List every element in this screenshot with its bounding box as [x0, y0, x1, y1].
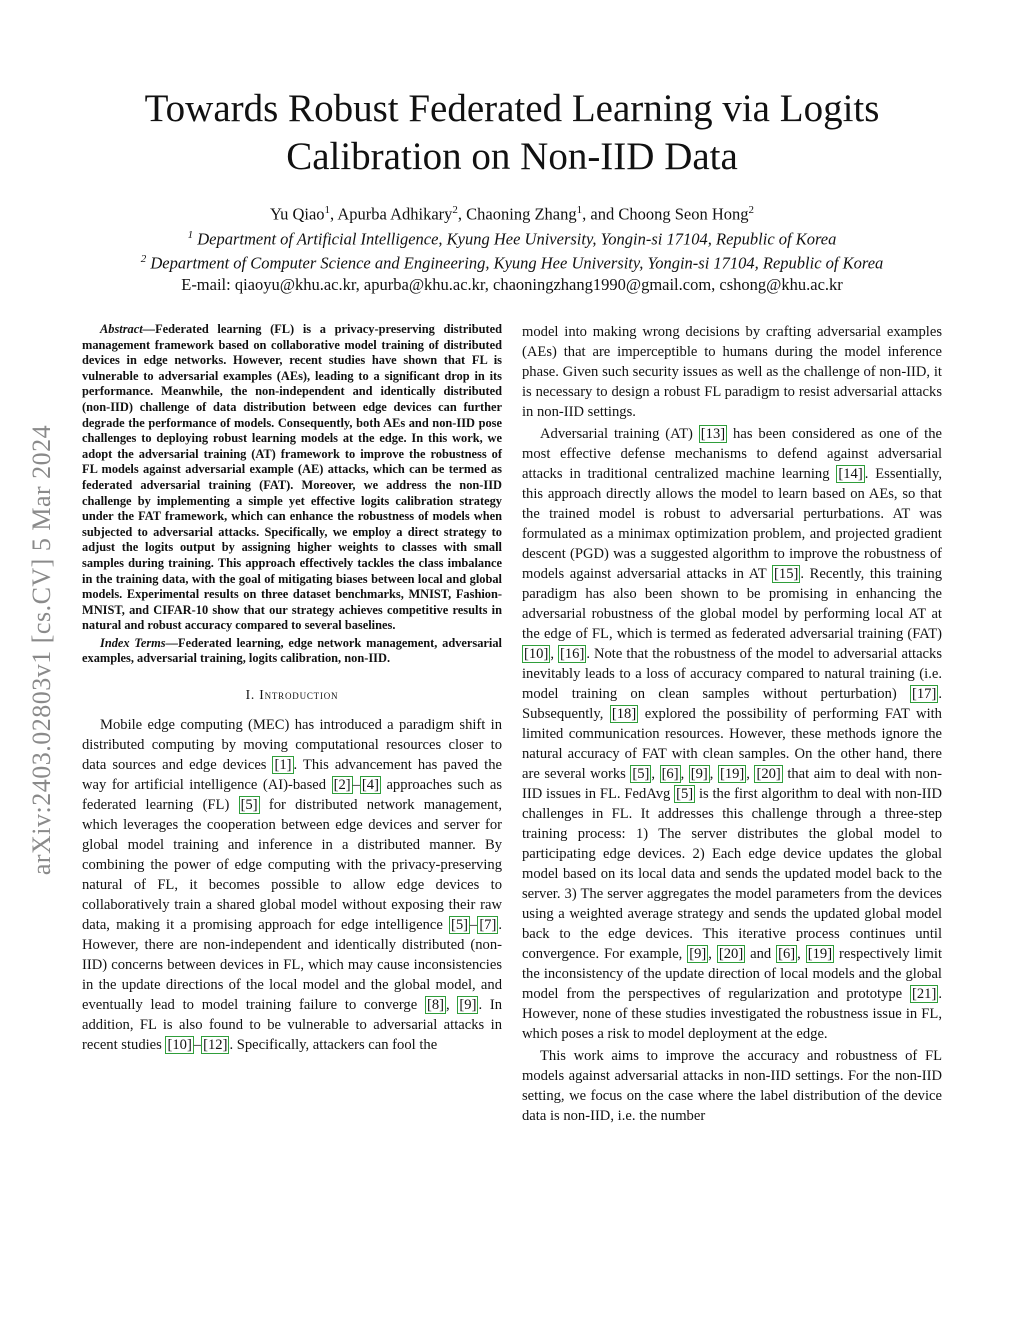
citation-link[interactable]: [10]	[524, 646, 549, 662]
affiliation-text: Department of Computer Science and Engineering, Kyung Hee University, Yongin-si 17104, Republic of Korea	[150, 253, 884, 273]
citation-link[interactable]: [18]	[611, 706, 637, 722]
affiliation-text: Department of Artificial Intelligence, Kyung Hee University, Yongin-si 17104, Republic of Korea	[197, 229, 837, 248]
affiliation-1	[82, 225, 942, 250]
author-name: Yu Qiao	[270, 204, 325, 224]
citation-link[interactable]: [14]	[838, 466, 863, 482]
citation-link[interactable]: [2]	[333, 777, 351, 794]
author-block	[82, 200, 942, 295]
separator: ,	[457, 204, 467, 224]
affil-marker: 2	[452, 204, 458, 216]
citation-link[interactable]: [9]	[689, 946, 707, 962]
affiliation-2	[82, 249, 942, 274]
affil-marker: 2	[748, 204, 754, 216]
paper-title	[82, 85, 942, 181]
citation-link[interactable]: [19]	[807, 946, 833, 962]
citation-link[interactable]: [21]	[912, 986, 937, 1002]
citation-link[interactable]: [5]	[632, 766, 650, 782]
citation-link[interactable]: [6]	[661, 766, 679, 782]
abstract-text: Federated learning (FL) is a privacy-preserving distributed management framework based on collaborative model training of distributed devices in edge networks. However, recent studies have shown that FL is vulnerable to adversarial examples (AEs), leading to a significant drop in its performance. Meanwhile, the non-independent and identically distributed (non-IID) challenge of data distribution between edge devices can further degrade the performance of models. Consequently, both AEs and non-IID pose challenges to deploying robust learning models at the edge. In this work, we adopt the adversarial training (AT) framework to improve the robustness of FL models against adversarial example (AE) attacks, which can be termed as federated adversarial training (FAT). Moreover, we address the non-IID challenge by implementing a simple yet effective logits calibration strategy under the FAT framework, which can enhance the robustness of models when subjected to adversarial attacks. Specifically, we employ a direct strategy to adjust the logits output by assigning higher weights to classes with small samples during training. This approach effectively tackles the class imbalance in the training data, with the goal of mitigating biases between local and global models. Experimental results on three dataset benchmarks, MNIST, Fashion-MNIST, and CIFAR-10 show that our strategy achieves competitive results in natural and robust accuracy compared to several baselines.	[82, 322, 502, 633]
citation-link[interactable]: [8]	[426, 997, 444, 1014]
affil-marker: 1	[576, 204, 583, 216]
affil-marker: 2	[140, 253, 147, 265]
arxiv-id-text: arXiv:2403.02803v1 [cs.CV] 5 Mar 2024	[27, 424, 56, 876]
separator: ,	[330, 204, 338, 224]
title-line-2: Calibration on Non-IID Data	[286, 135, 738, 178]
citation-link[interactable]: [9]	[690, 766, 708, 782]
citation-link[interactable]: [15]	[774, 566, 799, 582]
citation-link[interactable]: [9]	[459, 997, 477, 1014]
author-name: Choong Seon Hong	[618, 204, 749, 224]
author-name: Chaoning Zhang	[466, 204, 577, 224]
abstract	[82, 322, 502, 634]
affil-marker: 1	[187, 228, 194, 241]
body-paragraph: model into making wrong decisions by crafting adversarial examples (AEs) that are imperceptible to humans during the model inference phase. Given such security issues as well as the challenge of non-IID, it is necessary to design a robust FL paradigm to resist adversarial attacks in non-IID settings.	[522, 324, 942, 420]
citation-link[interactable]: [17]	[912, 686, 937, 702]
author-list	[82, 200, 942, 225]
left-column	[82, 322, 502, 1057]
citation-link[interactable]: [20]	[718, 946, 744, 962]
citation-link[interactable]: [5]	[676, 786, 694, 802]
citation-link[interactable]: [20]	[756, 766, 781, 782]
index-terms-label: Index Terms—	[100, 635, 178, 650]
citation-link[interactable]: [16]	[559, 646, 585, 662]
citation-link[interactable]: [5]	[450, 917, 469, 934]
citation-link[interactable]: [10]	[167, 1037, 192, 1054]
affil-marker: 1	[324, 204, 331, 216]
citation-link[interactable]: [4]	[361, 777, 379, 794]
citation-link[interactable]: [19]	[719, 766, 745, 782]
citation-link[interactable]: [13]	[700, 426, 726, 442]
citation-link[interactable]: [1]	[274, 757, 292, 774]
body-paragraph: Adversarial training (AT) [13] has been considered as one of the most effective defense mechanisms to defend against adversarial attacks in traditional centralized machine learning [14] . Essentially, this approach directly allows the model to learn based on AEs, so that the trained model is robust to adversarial perturbations. AT was formulated as a minimax optimization problem, and projected gradient descent (PGD) was a suggested algorithm to improve the robustness of models against adversarial attacks in AT [15] . Recently, this training paradigm has also been shown to be promising in enhancing the adversarial robustness of the global model by performing local AT at the edge of FL, which is termed as federated adversarial training (FAT) [10] , [16] . Note that the robustness of the model to adversarial attacks inevitably leads to a loss of accuracy compared to natural training (i.e. model training on clean samples without perturbation) [17] . Subsequently, [18] explored the possibility of performing FAT with limited communication resources. However, these methods ignore the natural accuracy of FAT with clean samples. On the other hand, there are several works [5] , [6] , [9] , [19] , [20] that aim to deal with non-IID issues in FL. FedAvg [5] is the first algorithm to deal with non-IID challenges in FL. It addresses this challenge through a three-step training process: 1) The server distributes the global model to participating edge devices. 2) Each edge device updates the global model based on its local data and sends the updated model back to the server. 3) The server aggregates the model parameters from the devices using a weighted average strategy and sends the updated global model back to the edge devices. This iterative process continues until convergence. For example, [9] , [20] and [6] , [19] respectively limit the inconsistency of the update direction of local models and the global model from the perspectives of regularization and prototype [21] . However, none of these studies investigated the robustness issue in FL, which poses a risk to model deployment at the edge.	[522, 426, 943, 1042]
section-heading: I. Introduction	[245, 687, 339, 703]
abstract-label: Abstract—	[100, 322, 156, 336]
citation-link[interactable]: [7]	[479, 917, 497, 934]
citation-link[interactable]: [5]	[240, 797, 258, 814]
index-terms-text: Federated learning, edge network management, adversarial examples, adversarial training, logits calibration, non-IID.	[82, 635, 502, 666]
body-paragraph: This work aims to improve the accuracy and robustness of FL models against adversarial attacks in non-IID settings. For the non-IID setting, we focus on the case where the label distribution of the device data is non-IID, i.e. the number	[522, 1048, 942, 1124]
intro-paragraph: Mobile edge computing (MEC) has introduced a paradigm shift in distributed computing by moving computational resources closer to data sources and edge devices [1] . This advancement has paved the way for artificial intelligence (AI)-based [2] – [4] approaches such as federated learning (FL) [5] for distributed network management, which leverages the cooperation between edge devices and server for global model training and inference in a distributed manner. By combining the power of edge computing with the privacy-preserving natural of FL, it becomes possible to allow edge devices to collaboratively train a shared global model without exposing their raw data, making it a promising approach for edge intelligence [5] – [7] . However, there are non-independent and identically distributed (non-IID) concerns between devices in FL, which may cause inconsistencies in the update directions of the local model and the global model, and eventually lead to model training failure to converge [8] , [9] . In addition, FL is also found to be vulnerable to adversarial attacks in recent studies [10] – [12] . Specifically, attackers can fool the	[82, 717, 503, 1054]
citation-link[interactable]: [6]	[778, 946, 796, 962]
separator: , and	[582, 204, 619, 224]
right-column	[522, 322, 942, 1128]
title-line-1: Towards Robust Federated Learning via Logits	[144, 87, 880, 130]
author-name: Apurba Adhikary	[337, 204, 453, 224]
arxiv-identifier	[22, 350, 62, 950]
index-terms	[82, 636, 502, 667]
email-line: E-mail: qiaoyu@khu.ac.kr, apurba@khu.ac.kr, chaoningzhang1990@gmail.com, cshong@khu.ac.kr	[181, 274, 843, 294]
citation-link[interactable]: [12]	[203, 1037, 228, 1054]
